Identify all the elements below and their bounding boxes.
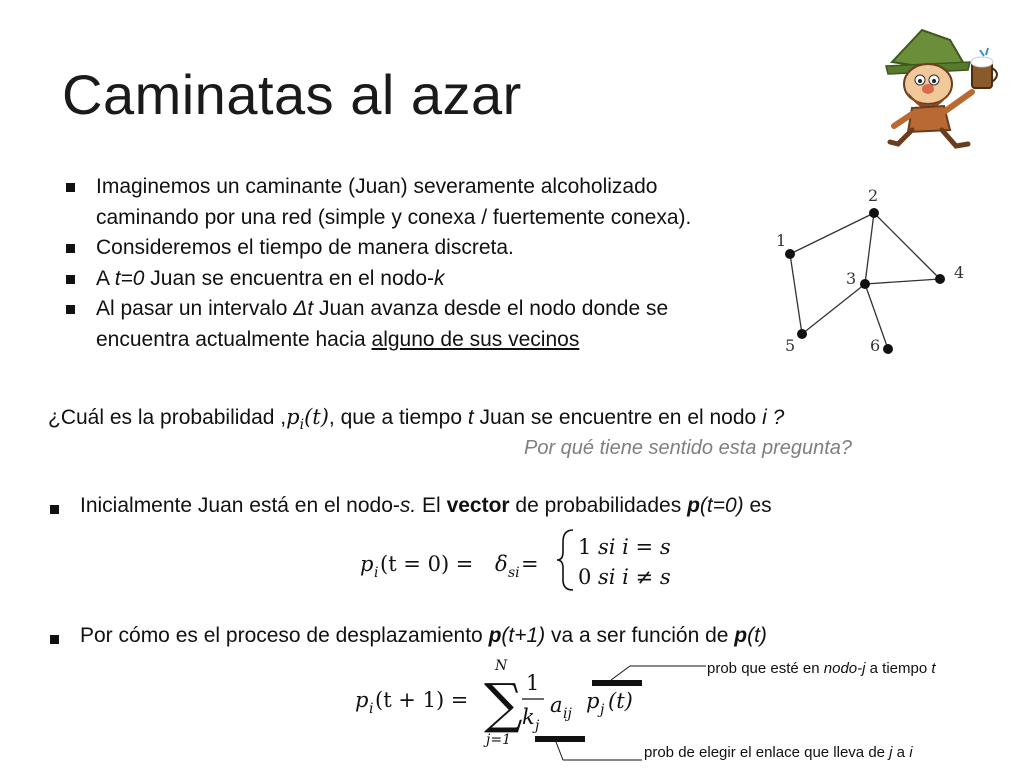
ann2-j: j (889, 744, 893, 761)
process-p1: p (488, 624, 502, 647)
eq2-pj: p (586, 689, 600, 713)
eq1-p: p (360, 552, 374, 576)
initial-s: s. (399, 494, 417, 517)
question-text-mid: , que a tiempo (328, 406, 468, 429)
initial-text-mid: El (416, 494, 447, 517)
drunk-walker-illustration (872, 22, 1007, 152)
bullet-square-icon (50, 635, 59, 644)
bullet-text: Al pasar un intervalo (96, 297, 294, 320)
process-t1: (t+1) (501, 624, 546, 647)
bullet-text: Juan se encuentra en el nodo- (144, 266, 435, 290)
slide-title: Caminatas al azar (62, 63, 522, 126)
eq1-case1-condition: si i = s (598, 535, 671, 559)
bullet-square-icon (66, 183, 75, 192)
process-text-start: Por cómo es el proceso de desplazamiento (80, 624, 489, 647)
eq1-equals: = (521, 552, 539, 576)
question-followup: Por qué tiene sentido esta pregunta? (524, 437, 853, 459)
edge-3-5 (802, 284, 865, 334)
eq2-denominator-subscript: j (535, 718, 540, 734)
node-5 (797, 329, 807, 339)
edge-2-3 (865, 213, 874, 284)
initial-condition-equation (355, 524, 695, 594)
eq2-pj-subscript: j (600, 702, 605, 718)
eq1-delta-subscript: si (508, 565, 520, 581)
initial-p: p (687, 494, 700, 517)
initial-text-end: es (743, 494, 772, 517)
bullet-text: t=0 (114, 266, 145, 290)
initial-text-mid2: de probabilidades (509, 494, 688, 517)
question-t: t (467, 406, 474, 429)
question-p-subscript: i (299, 417, 305, 434)
bullet-item (66, 233, 736, 264)
node-label-3: 3 (846, 269, 857, 288)
question-p-argument: (t) (304, 405, 329, 429)
process-text-mid: va a ser función de (545, 624, 735, 647)
annotation-edge-probability (644, 744, 913, 761)
eq1-brace (557, 530, 573, 590)
node-2 (869, 208, 879, 218)
question-line (48, 405, 784, 433)
initial-vector-word: vector (446, 494, 510, 517)
eq1-case1-value: 1 (578, 535, 592, 559)
bullet-list (66, 172, 736, 355)
process-t2: (t) (747, 624, 767, 647)
bullet-text: k (434, 266, 445, 290)
edge-1-5 (790, 254, 802, 334)
node-label-2: 2 (868, 186, 879, 205)
bullet-text: Δt (293, 297, 314, 320)
eq2-sum-upper: N (495, 658, 508, 674)
bullet-square-icon (66, 305, 75, 314)
eq2-p-subscript: i (369, 701, 374, 717)
bullet-item (66, 294, 736, 355)
bullet-text: Juan avanza desde el nodo donde se encuentra actualmente hacia (96, 297, 669, 351)
bullet-text: Consideremos el tiempo de manera discreta. (96, 236, 514, 259)
eq2-sum-lower: j=1 (486, 732, 511, 748)
eq2-fraction-numerator: 1 (526, 671, 540, 695)
node-label-1: 1 (776, 231, 787, 250)
bullet-square-icon (66, 244, 75, 253)
question-text-start: ¿Cuál es la probabilidad , (48, 406, 287, 429)
ann1-t: t (931, 660, 936, 677)
question-text-mid2: Juan se encuentre en el nodo (473, 406, 763, 429)
bullet-item (66, 264, 736, 295)
node-3 (860, 279, 870, 289)
eq2-fraction-denominator: k (522, 705, 535, 729)
eq1-delta: δ (495, 552, 508, 576)
node-label-5: 5 (785, 336, 796, 355)
network-graph (760, 176, 980, 366)
ann2-text-mid: a (892, 744, 910, 761)
ann1-text-start: prob que esté en (707, 660, 824, 677)
initial-text-start: Inicialmente Juan está en el nodo- (80, 494, 400, 517)
ann1-text-mid: a tiempo (865, 660, 932, 677)
eq2-sum-symbol: ∑ (484, 672, 523, 735)
eq1-case2-value: 0 (578, 565, 592, 589)
bullet-item (66, 172, 736, 233)
graph-nodes (785, 208, 945, 354)
eq2-p: p (355, 688, 369, 712)
eq1-argument: (t = 0) = (380, 552, 474, 576)
process-bullet (50, 624, 767, 648)
eq1-case2-condition: si i ≠ s (598, 565, 671, 589)
eq2-pj-argument: (t) (608, 689, 633, 713)
edge-3-4 (865, 279, 940, 284)
bullet-square-icon (50, 505, 59, 514)
bullet-text: Imaginemos un caminante (Juan) severamente alcoholizado caminando por una red (simple y conexa / fuertemente conexa). (96, 175, 692, 229)
bullet-square-icon (66, 275, 75, 284)
process-p2: p (734, 624, 748, 647)
master-equation (352, 650, 662, 762)
eq1-p-subscript: i (374, 565, 379, 581)
edge-2-4 (874, 213, 940, 279)
ann2-text-start: prob de elegir el enlace que lleva de (644, 744, 890, 761)
initial-t0: (t=0) (699, 494, 744, 517)
initial-vector-bullet (50, 494, 772, 518)
eq2-a: a (550, 693, 563, 717)
bullet-text: A (96, 266, 115, 290)
node-4 (935, 274, 945, 284)
node-label-6: 6 (870, 336, 881, 355)
ann2-i: i (909, 744, 913, 761)
eq2-lhs-argument: (t + 1) = (375, 688, 469, 712)
edge-1-2 (790, 213, 874, 254)
bullet-text: alguno de sus vecinos (371, 327, 580, 351)
question-p-symbol: p (286, 405, 300, 429)
question-i: i ? (762, 406, 785, 429)
node-6 (883, 344, 893, 354)
node-label-4: 4 (954, 263, 965, 282)
node-1 (785, 249, 795, 259)
eq2-a-subscript: ij (563, 706, 572, 722)
ann1-node: nodo-j (823, 660, 866, 677)
annotation-node-probability (707, 660, 936, 677)
